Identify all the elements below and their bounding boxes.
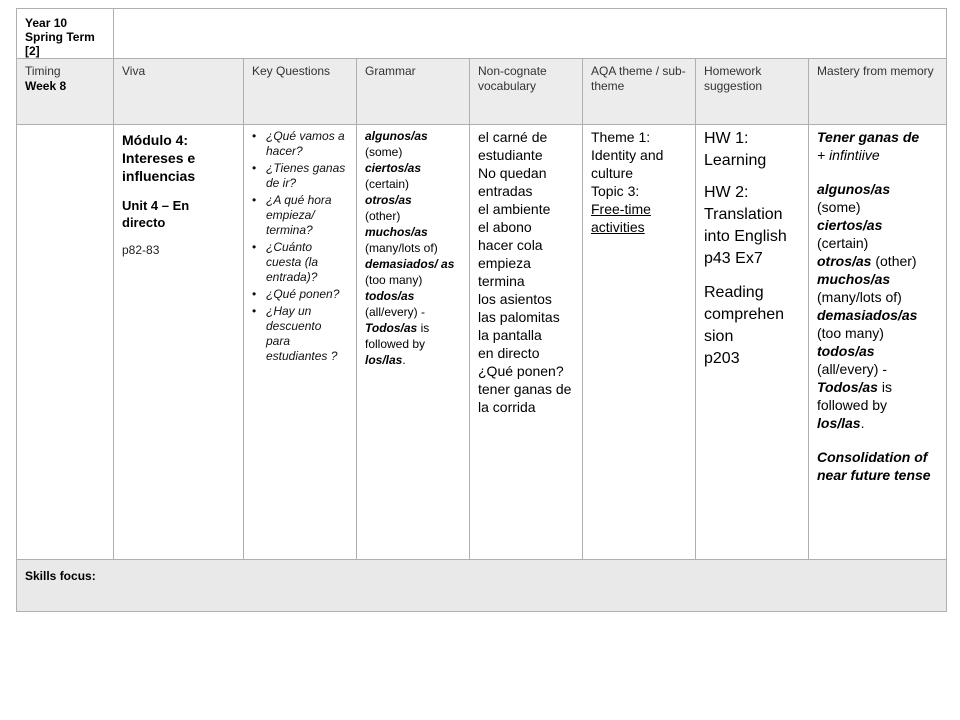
content-row — [17, 125, 947, 560]
list-item: en directo — [478, 345, 540, 361]
term-title: Year 10 Spring Term [2] — [25, 16, 95, 58]
list-item: el abono — [478, 219, 532, 235]
viva-cell — [114, 125, 244, 560]
hw1-task: Learning — [704, 152, 767, 169]
header-homework: Homework suggestion — [696, 59, 809, 125]
title-empty-cell — [114, 9, 947, 59]
vocab-cell — [470, 125, 583, 560]
grammar-gloss: (all/every) - — [365, 305, 426, 319]
mastery-word: todos/as — [817, 343, 875, 359]
mastery-word: Todos/as — [817, 379, 878, 395]
header-aqa: AQA theme / sub-theme — [583, 59, 696, 125]
header-timing-label: Timing — [25, 64, 61, 78]
mastery-gloss: (many/lots of) — [817, 289, 902, 305]
grammar-gloss: (many/lots of) — [365, 241, 438, 255]
aqa-theme: Theme 1: Identity and culture — [591, 129, 664, 181]
unit-title: Unit 4 – En directo — [122, 198, 190, 230]
grammar-gloss: (some) — [365, 145, 403, 159]
timing-cell — [17, 125, 114, 560]
header-timing-week: Week 8 — [25, 79, 67, 93]
title-row — [17, 9, 947, 59]
list-item: • ¿Qué vamos a hacer? — [266, 129, 348, 159]
reading-task: Reading comprehen sion — [704, 284, 785, 345]
page-range: p82-83 — [122, 243, 160, 257]
aqa-topic: Free-time activities — [591, 201, 651, 235]
consolidation-note: Consolidation of near future tense — [817, 449, 931, 483]
reading-page: p203 — [704, 350, 740, 367]
mastery-period: . — [860, 415, 865, 431]
key-questions-cell — [244, 125, 357, 560]
mastery-word: otros/as — [817, 253, 872, 269]
list-item: las palomitas — [478, 309, 560, 325]
mastery-word: Tener ganas de — [817, 129, 920, 145]
mastery-word: algunos/as — [817, 181, 891, 197]
mastery-gloss: (some) — [817, 199, 861, 215]
mastery-cell — [809, 125, 947, 560]
grammar-word: ciertos/as — [365, 161, 422, 175]
list-item: hacer cola — [478, 237, 543, 253]
mastery-word: demasiados/as — [817, 307, 918, 323]
list-item: la pantalla — [478, 327, 542, 343]
mastery-word: los/las — [817, 415, 861, 431]
grammar-cell — [357, 125, 470, 560]
lesson-plan-table — [16, 8, 947, 612]
header-viva: Viva — [114, 59, 244, 125]
grammar-word: otros/as — [365, 193, 412, 207]
term-title-cell — [17, 9, 114, 59]
list-item: el carné de estudiante — [478, 129, 548, 163]
header-mastery: Mastery from memory — [809, 59, 947, 125]
header-timing — [17, 59, 114, 125]
list-item: • ¿Tienes ganas de ir? — [266, 161, 348, 191]
mastery-infinitive: + infintiive — [817, 147, 880, 163]
mastery-word: ciertos/as — [817, 217, 883, 233]
list-item: ¿Qué ponen? — [478, 363, 564, 379]
skills-focus-cell — [17, 560, 947, 612]
mastery-note: is followed by — [817, 379, 892, 413]
header-row — [17, 59, 947, 125]
list-item: • ¿Hay un descuento para estudiantes ? — [266, 304, 348, 364]
grammar-note: is followed by — [365, 321, 430, 351]
grammar-word: demasiados/ as — [365, 257, 455, 271]
grammar-word: algunos/as — [365, 129, 428, 143]
homework-cell — [696, 125, 809, 560]
list-item: el ambiente — [478, 201, 551, 217]
header-grammar: Grammar — [357, 59, 470, 125]
key-questions-list — [252, 129, 348, 364]
skills-row — [17, 560, 947, 612]
mastery-gloss: (too many) — [817, 325, 884, 341]
list-item: termina — [478, 273, 525, 289]
aqa-topic-label: Topic 3: — [591, 183, 640, 199]
skills-focus-label: Skills focus: — [25, 569, 96, 583]
list-item: la corrida — [478, 399, 536, 415]
grammar-word: Todos/as — [365, 321, 418, 335]
mastery-gloss: (all/every) - — [817, 361, 888, 377]
list-item: empieza — [478, 255, 531, 271]
mastery-gloss: (certain) — [817, 235, 869, 251]
header-noncognate: Non-cognate vocabulary — [470, 59, 583, 125]
grammar-period: . — [402, 353, 406, 367]
grammar-word: muchos/as — [365, 225, 428, 239]
grammar-word: todos/as — [365, 289, 415, 303]
grammar-gloss: (other) — [365, 209, 401, 223]
list-item: • ¿Qué ponen? — [266, 287, 348, 302]
list-item: • ¿Cuánto cuesta (la entrada)? — [266, 240, 348, 285]
list-item: • ¿A qué hora empieza/ termina? — [266, 193, 348, 238]
list-item: No quedan entradas — [478, 165, 547, 199]
list-item: tener ganas de — [478, 381, 572, 397]
hw2-task: Translation into English p43 Ex7 — [704, 206, 787, 267]
hw2-label: HW 2: — [704, 184, 749, 201]
header-key-questions: Key Questions — [244, 59, 357, 125]
grammar-gloss: (too many) — [365, 273, 423, 287]
grammar-gloss: (certain) — [365, 177, 410, 191]
mastery-gloss: (other) — [875, 253, 917, 269]
hw1-label: HW 1: — [704, 130, 749, 147]
list-item: los asientos — [478, 291, 552, 307]
grammar-word: los/las — [365, 353, 403, 367]
mastery-word: muchos/as — [817, 271, 891, 287]
module-title: Módulo 4: Intereses e influencias — [122, 132, 196, 184]
aqa-cell — [583, 125, 696, 560]
